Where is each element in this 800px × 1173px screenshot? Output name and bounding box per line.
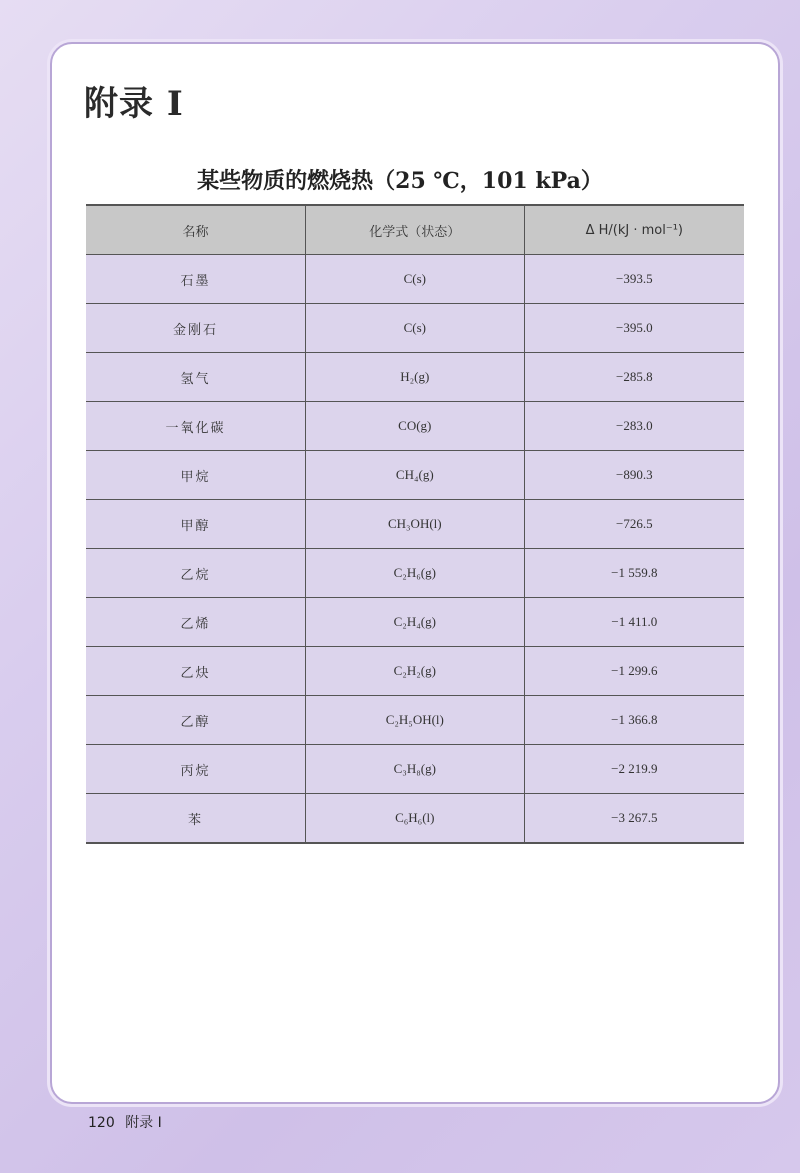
table-row — [86, 304, 744, 353]
row-name — [86, 549, 305, 598]
row-name — [86, 696, 305, 745]
row-formula: C(s) — [305, 304, 524, 353]
footer-section-label: 附录 I — [125, 1115, 162, 1131]
row-delta-h: −890.3 — [524, 451, 744, 500]
row-delta-h: −283.0 — [524, 402, 744, 451]
row-name — [86, 598, 305, 647]
substance-name: 甲醇 — [180, 518, 211, 534]
header-formula: 化学式（状态） — [305, 205, 524, 255]
substance-name: 一氧化碳 — [165, 420, 226, 436]
substance-name: 氢气 — [180, 371, 211, 387]
row-formula: CH₃OH(l) — [305, 500, 524, 549]
substance-name: 乙烯 — [180, 616, 211, 632]
row-delta-h: −2 219.9 — [524, 745, 744, 794]
row-delta-h: −3 267.5 — [524, 794, 744, 844]
row-formula: CH₄(g) — [305, 451, 524, 500]
substance-name: 苯 — [187, 812, 203, 828]
row-name — [86, 353, 305, 402]
row-name — [86, 647, 305, 696]
row-name — [86, 451, 305, 500]
substance-name: 金刚石 — [172, 322, 218, 338]
table-row — [86, 794, 744, 844]
row-formula: C₂H₄(g) — [305, 598, 524, 647]
table-row — [86, 353, 744, 402]
row-name — [86, 745, 305, 794]
row-formula: C₂H₅OH(l) — [305, 696, 524, 745]
row-formula: C₂H₆(g) — [305, 549, 524, 598]
substance-name: 甲烷 — [180, 469, 211, 485]
table-title: 某些物质的燃烧热（25 ℃，101 kPa） — [197, 168, 603, 194]
row-delta-h: −1 299.6 — [524, 647, 744, 696]
table-row — [86, 696, 744, 745]
substance-name: 丙烷 — [180, 763, 211, 779]
table-header-row — [86, 205, 744, 255]
table-row — [86, 451, 744, 500]
row-name — [86, 794, 305, 844]
row-formula: CO(g) — [305, 402, 524, 451]
table-row — [86, 500, 744, 549]
substance-name: 乙炔 — [180, 665, 211, 681]
substance-name: 石墨 — [180, 273, 211, 289]
row-formula: C₂H₂(g) — [305, 647, 524, 696]
page-footer — [88, 1112, 168, 1132]
row-formula: C₃H₈(g) — [305, 745, 524, 794]
row-delta-h: −393.5 — [524, 255, 744, 304]
row-name — [86, 500, 305, 549]
row-name — [86, 304, 305, 353]
row-delta-h: −1 366.8 — [524, 696, 744, 745]
header-name: 名称 — [86, 205, 305, 255]
combustion-heat-table — [86, 204, 744, 844]
table-row — [86, 255, 744, 304]
row-delta-h: −1 559.8 — [524, 549, 744, 598]
row-delta-h: −1 411.0 — [524, 598, 744, 647]
row-delta-h: −726.5 — [524, 500, 744, 549]
row-formula: H₂(g) — [305, 353, 524, 402]
row-formula: C₆H₆(l) — [305, 794, 524, 844]
appendix-title: 附录 I — [84, 84, 184, 124]
table-row — [86, 745, 744, 794]
table-row — [86, 402, 744, 451]
row-name — [86, 255, 305, 304]
row-name — [86, 402, 305, 451]
row-delta-h: −285.8 — [524, 353, 744, 402]
substance-name: 乙烷 — [180, 567, 211, 583]
table-row — [86, 549, 744, 598]
row-delta-h: −395.0 — [524, 304, 744, 353]
header-delta-h: Δ H/(kJ · mol⁻¹) — [524, 205, 744, 255]
table-row — [86, 598, 744, 647]
substance-name: 乙醇 — [180, 714, 211, 730]
table-row — [86, 647, 744, 696]
row-formula: C(s) — [305, 255, 524, 304]
page-number: 120 — [88, 1115, 115, 1131]
